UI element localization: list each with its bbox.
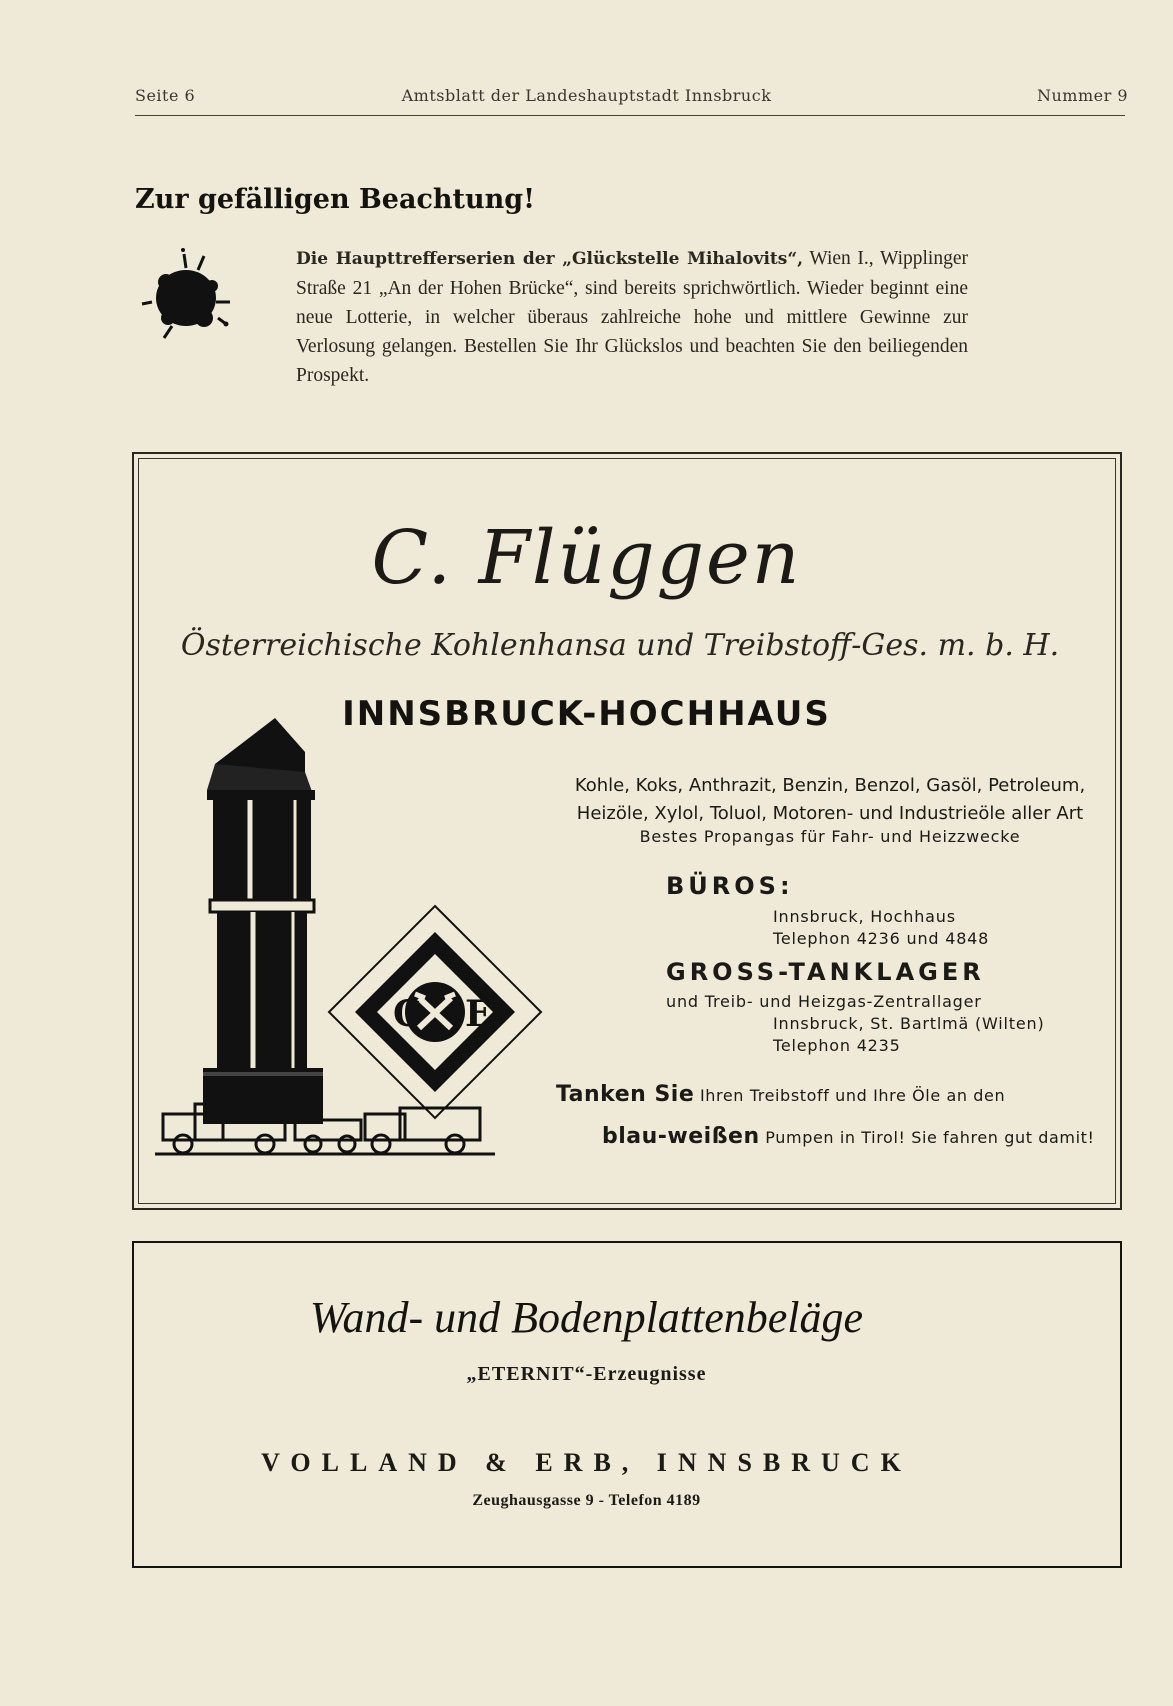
notice-title: Zur gefälligen Beachtung! <box>135 184 536 215</box>
tank-line-2 <box>602 1124 1095 1149</box>
publication-title: Amtsblatt der Landeshauptstadt Innsbruck <box>401 86 772 105</box>
tank-bold-1: Tanken Sie <box>556 1082 695 1107</box>
ad2-subtitle: „ETERNIT“-Erzeugnisse <box>466 1363 707 1385</box>
issue-number: Nummer 9 <box>1036 86 1128 105</box>
tank-line-1 <box>556 1082 1005 1107</box>
tank-text-1: Ihren Treibstoff und Ihre Öle an den <box>694 1086 1006 1105</box>
page-number: Seite 6 <box>135 86 196 105</box>
company-script-subtitle: Österreichische Kohlenhansa und Treibstoff-Ges. m. b. H. <box>180 628 1060 663</box>
ad2-title: Wand- und Bodenplattenbeläge <box>309 1293 864 1342</box>
offices-phone: Telephon 4236 und 4848 <box>773 929 990 948</box>
products-line-1: Kohle, Koks, Anthrazit, Benzin, Benzol, Gasöl, Petroleum, <box>574 775 1086 796</box>
ad-headline: INNSBRUCK-HOCHHAUS <box>342 694 831 734</box>
products-line-2: Heizöle, Xylol, Toluol, Motoren- und Industrieöle aller Art <box>576 803 1084 824</box>
offices-heading: BÜROS: <box>666 872 794 900</box>
notice-text <box>296 244 968 390</box>
products-line-3: Bestes Propangas für Fahr- und Heizzwecke <box>639 827 1021 846</box>
tank-text-2: Pumpen in Tirol! Sie fahren gut damit! <box>759 1128 1095 1147</box>
storage-heading: GROSS-TANKLAGER <box>666 958 985 986</box>
ad2-firm-name: VOLLAND & ERB, INNSBRUCK <box>261 1448 912 1477</box>
tank-bold-2: blau-weißen <box>602 1124 760 1149</box>
storage-line-1: und Treib- und Heizgas-Zentrallager <box>666 992 982 1011</box>
logo-letter-c: C <box>393 993 422 1035</box>
notice-lead: Die Haupttrefferserien der „Glückstelle Mihalovits“, <box>296 249 804 269</box>
cf-logo-icon <box>325 902 545 1122</box>
logo-letter-f: F <box>465 993 491 1035</box>
ad-volland-frame <box>132 1241 1122 1568</box>
header-rule <box>135 115 1125 116</box>
storage-phone: Telephon 4235 <box>773 1036 901 1055</box>
offices-address: Innsbruck, Hochhaus <box>773 907 956 926</box>
notice-body-text: Wien I., Wipplinger Straße 21 „An der Hohen Brücke“, sind bereits sprichwörtlich. Wieder beginnt eine neue Lotterie, in welcher überaus zahlreiche hohe und mittlere Gewinne zur Verlosung gelangen. Bestellen Sie Ihr Glückslos und beachten Sie den beiliegenden Prospekt. <box>296 248 968 386</box>
ink-blot-icon <box>138 246 238 346</box>
storage-line-2: Innsbruck, St. Bartlmä (Wilten) <box>773 1014 1045 1033</box>
company-script-name: C. Flüggen <box>371 515 802 601</box>
ad2-address: Zeughausgasse 9 - Telefon 4189 <box>472 1492 701 1509</box>
